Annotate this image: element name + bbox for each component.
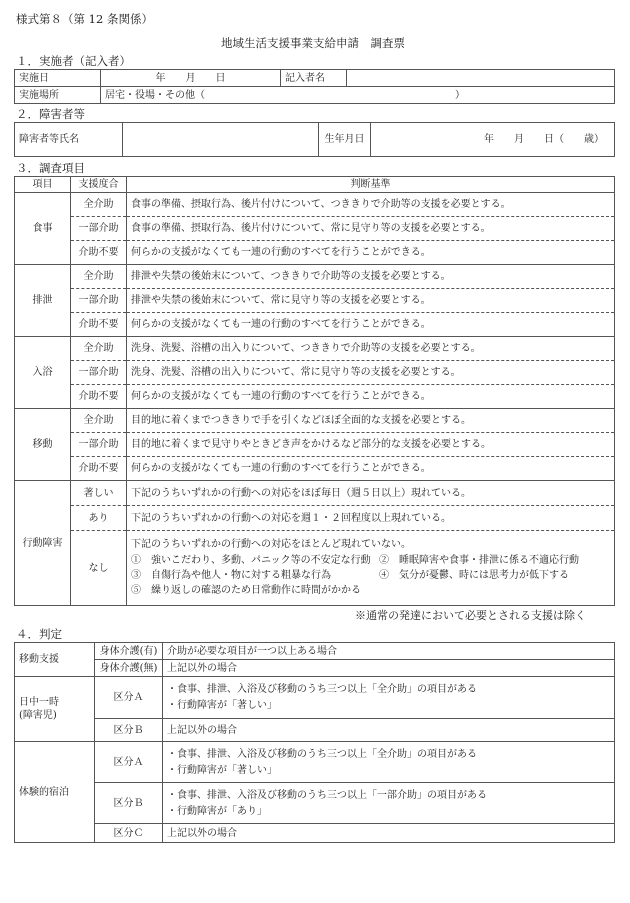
- place-field[interactable]: 居宅・役場・その他（ ）: [101, 87, 615, 104]
- date-field[interactable]: 年 月 日: [101, 70, 281, 87]
- behavior-list: [131, 552, 610, 599]
- judge-daytime-label: [15, 677, 95, 742]
- judge-daytime-label-line2: (障害児): [19, 710, 57, 721]
- judge-condition: 上記以外の場合: [163, 719, 615, 742]
- judge-condition: [163, 742, 615, 783]
- behavior-severe-text: 下記のうちいずれかの行動への対応をほぼ毎日（週５日以上）現れている。: [127, 481, 615, 506]
- degree-cell: 介助不要: [71, 385, 127, 409]
- judge-condition-line: ・行動障害が「あり」: [167, 805, 267, 817]
- behavior-severe-label: 著しい: [71, 481, 127, 506]
- behavior-list-item: ② 睡眠障害や食事・排泄に係る不適応行動: [379, 554, 579, 566]
- place-label: 実施場所: [15, 87, 101, 104]
- judge-condition: 介助が必要な項目が一つ以上ある場合: [163, 643, 615, 660]
- degree-cell: 一部介助: [71, 289, 127, 313]
- criteria-cell: 何らかの支援がなくても一連の行動のすべてを行うことができる。: [127, 313, 615, 337]
- judge-category: 区分Ｂ: [95, 719, 163, 742]
- judgment-table: [14, 642, 615, 843]
- behavior-none-cell: [127, 531, 615, 606]
- name-field[interactable]: [123, 123, 319, 157]
- section-4-title: ４．判定: [16, 627, 62, 641]
- judge-condition: [163, 677, 615, 719]
- behavior-some-label: あり: [71, 506, 127, 531]
- criteria-cell: 排泄や失禁の後始末について、常に見守り等の支援を必要とする。: [127, 289, 615, 313]
- item-meal: 食事: [15, 193, 71, 265]
- criteria-cell: 目的地に着くまで見守りやときどき声をかけるなど部分的な支援を必要とする。: [127, 433, 615, 457]
- section-3-title: ３．調査項目: [16, 161, 85, 175]
- item-behavior: 行動障害: [15, 481, 71, 606]
- degree-cell: 介助不要: [71, 457, 127, 481]
- judge-category: 区分Ｃ: [95, 824, 163, 843]
- degree-cell: 全介助: [71, 337, 127, 361]
- judge-daytime-label-line1: 日中一時: [19, 697, 59, 708]
- judge-category: 区分Ａ: [95, 742, 163, 783]
- judge-category: 区分Ｂ: [95, 783, 163, 824]
- person-table: [14, 122, 615, 157]
- judge-condition-line: ・行動障害が「著しい」: [167, 700, 277, 711]
- criteria-cell: 何らかの支援がなくても一連の行動のすべてを行うことができる。: [127, 241, 615, 265]
- degree-cell: 介助不要: [71, 313, 127, 337]
- behavior-list-item: ③ 自傷行為や他人・物に対する粗暴な行為: [131, 569, 331, 581]
- judge-condition-line: ・食事、排泄、入浴及び移動のうち三つ以上「全介助」の項目がある: [167, 684, 477, 695]
- birth-label: 生年月日: [319, 123, 371, 157]
- col-header-item: 項目: [15, 177, 71, 193]
- behavior-none-label: なし: [71, 531, 127, 606]
- item-bathing: 入浴: [15, 337, 71, 409]
- form-number: 様式第８（第 12 条関係）: [16, 12, 153, 26]
- judge-category: 区分Ａ: [95, 677, 163, 719]
- judge-condition: [163, 783, 615, 824]
- behavior-some-text: 下記のうちいずれかの行動への対応を週１・２回程度以上現れている。: [127, 506, 615, 531]
- birth-field[interactable]: 年 月 日（ 歳）: [371, 123, 615, 157]
- document-title: 地域生活支援事業支給申請 調査票: [221, 36, 405, 50]
- implementer-table: [14, 69, 615, 104]
- survey-items-table: [14, 176, 615, 606]
- criteria-cell: 何らかの支援がなくても一連の行動のすべてを行うことができる。: [127, 385, 615, 409]
- item-mobility: 移動: [15, 409, 71, 481]
- criteria-cell: 何らかの支援がなくても一連の行動のすべてを行うことができる。: [127, 457, 615, 481]
- degree-cell: 一部介助: [71, 361, 127, 385]
- judge-category: 身体介護(無): [95, 660, 163, 677]
- degree-cell: 全介助: [71, 409, 127, 433]
- col-header-criteria: 判断基準: [127, 177, 615, 193]
- judge-mobility-label: 移動支援: [15, 643, 95, 677]
- judge-condition-line: ・行動障害が「著しい」: [167, 764, 277, 776]
- judge-stay-label: 体験的宿泊: [15, 742, 95, 843]
- criteria-cell: 食事の準備、摂取行為、後片付けについて、常に見守り等の支援を必要とする。: [127, 217, 615, 241]
- col-header-degree: 支援度合: [71, 177, 127, 193]
- writer-field[interactable]: [347, 70, 615, 87]
- criteria-cell: 洗身、洗髪、浴槽の出入りについて、つききりで介助等の支援を必要とする。: [127, 337, 615, 361]
- degree-cell: 一部介助: [71, 217, 127, 241]
- behavior-list-item: ① 強いこだわり、多動、パニック等の不安定な行動: [131, 554, 371, 566]
- judge-condition: 上記以外の場合: [163, 824, 615, 843]
- criteria-cell: 排泄や失禁の後始末について、つききりで介助等の支援を必要とする。: [127, 265, 615, 289]
- degree-cell: 全介助: [71, 193, 127, 217]
- behavior-list-item: ⑤ 繰り返しの確認のため日常動作に時間がかかる: [131, 584, 361, 596]
- judge-category: 身体介護(有): [95, 643, 163, 660]
- judge-condition-line: ・食事、排泄、入浴及び移動のうち三つ以上「一部介助」の項目がある: [167, 789, 487, 801]
- degree-cell: 介助不要: [71, 241, 127, 265]
- item-excretion: 排泄: [15, 265, 71, 337]
- criteria-cell: 洗身、洗髪、浴槽の出入りについて、常に見守り等の支援を必要とする。: [127, 361, 615, 385]
- judge-condition: 上記以外の場合: [163, 660, 615, 677]
- date-label: 実施日: [15, 70, 101, 87]
- behavior-list-item: ④ 気分が憂鬱、時には思考力が低下する: [379, 569, 569, 581]
- degree-cell: 一部介助: [71, 433, 127, 457]
- support-note: ※通常の発達において必要とされる支援は除く: [355, 609, 586, 622]
- criteria-cell: 食事の準備、摂取行為、後片付けについて、つききりで介助等の支援を必要とする。: [127, 193, 615, 217]
- judge-condition-line: ・食事、排泄、入浴及び移動のうち三つ以上「全介助」の項目がある: [167, 748, 477, 760]
- name-label: 障害者等氏名: [15, 123, 123, 157]
- degree-cell: 全介助: [71, 265, 127, 289]
- criteria-cell: 目的地に着くまでつききりで手を引くなどほぼ全面的な支援を必要とする。: [127, 409, 615, 433]
- writer-label: 記入者名: [281, 70, 347, 87]
- section-2-title: ２．障害者等: [16, 107, 85, 121]
- section-1-title: １．実施者（記入者）: [16, 54, 131, 68]
- behavior-none-text: 下記のうちいずれかの行動への対応をほとんど現れていない。: [131, 538, 411, 550]
